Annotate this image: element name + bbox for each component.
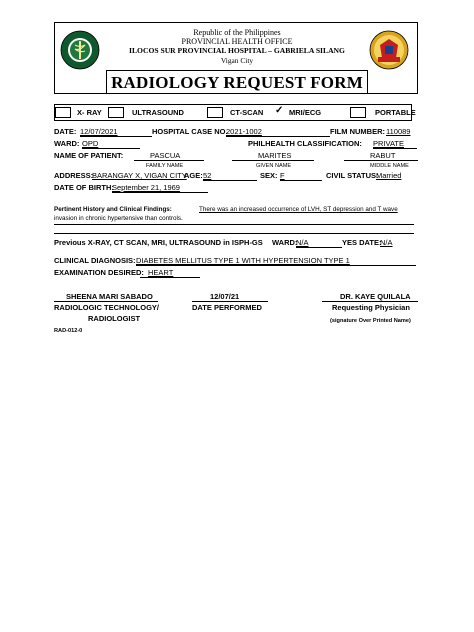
dob-underline (112, 192, 208, 193)
portable-checkbox[interactable] (350, 107, 366, 118)
date-performed-label: DATE PERFORMED (192, 303, 262, 312)
ctscan-label: CT-SCAN (230, 108, 264, 117)
ultrasound-label: ULTRASOUND (132, 108, 184, 117)
diagnosis-underline (136, 265, 416, 266)
check-mark-icon: ✓ (275, 105, 284, 116)
philhealth-label: PHILHEALTH CLASSIFICATION: (248, 139, 362, 148)
exam-desired-label: EXAMINATION DESIRED: (54, 268, 144, 277)
header-line-2: PROVINCIAL HEALTH OFFICE (181, 37, 293, 46)
portable-label: PORTABLE (375, 108, 416, 117)
ultrasound-checkbox[interactable] (108, 107, 124, 118)
sex-label: SEX: (260, 171, 278, 180)
family-name-underline (134, 160, 204, 161)
ward-value: OPD (82, 139, 99, 148)
address-value: BARANGAY X, VIGAN CITY (92, 171, 187, 180)
xray-checkbox[interactable] (55, 107, 71, 118)
previous-label: Previous X-RAY, CT SCAN, MRI, ULTRASOUND in ISPH-GS (54, 238, 263, 247)
physician-label: Requesting Physician (332, 303, 410, 312)
tech-name: SHEENA MARI SABADO (66, 292, 153, 301)
case-underline (226, 136, 330, 137)
middle-name-value: RABUT (370, 151, 396, 160)
date-value: 12/07/2021 (80, 127, 118, 136)
yes-date-label: YES DATE: (342, 238, 382, 247)
film-value: 110089 (386, 127, 411, 136)
physician-signature-line (322, 301, 418, 302)
yes-date-value: N/A (380, 238, 393, 247)
civil-label: CIVIL STATUS: (326, 171, 379, 180)
exam-desired-value: HEART (148, 268, 174, 277)
exam-type-bar (54, 104, 416, 121)
dob-value: September 21, 1969 (112, 183, 180, 192)
mri-label: MRI/ECG (289, 108, 322, 117)
given-name-underline (232, 160, 314, 161)
tech-title-line-2: RADIOLOGIST (88, 314, 141, 323)
age-label: AGE: (184, 171, 203, 180)
age-value: 52 (203, 171, 212, 180)
date-label: DATE: (54, 127, 77, 136)
age-underline (203, 180, 257, 181)
family-name-value: PASCUA (150, 151, 181, 160)
date-underline (80, 136, 152, 137)
case-value: 2021-1002 (226, 127, 262, 136)
ward-underline (82, 148, 140, 149)
physician-note: (signature Over Printed Name) (330, 318, 411, 324)
xray-label: X- RAY (77, 108, 102, 117)
civil-value: Married (376, 171, 402, 180)
tech-signature-line (54, 301, 158, 302)
philhealth-value: PRIVATE (373, 139, 404, 148)
history-underline-1 (54, 224, 414, 225)
history-underline-2 (54, 233, 414, 234)
history-line-2: invasion in chronic hypertensive than controls. (54, 215, 183, 222)
previous-ward-label: WARD: (272, 238, 298, 247)
sex-underline (280, 180, 322, 181)
hospital-seal-icon (60, 30, 100, 70)
diagnosis-value: DIABETES MELLITUS TYPE 1 WITH HYPERTENSION TYPE 1 (136, 256, 350, 265)
diagnosis-label: CLINICAL DIAGNOSIS: (54, 256, 136, 265)
address-label: ADDRESS: (54, 171, 94, 180)
philhealth-underline (373, 148, 417, 149)
patient-label: NAME OF PATIENT: (54, 151, 124, 160)
exam-desired-underline (140, 277, 200, 278)
date-performed-line (192, 301, 268, 302)
form-code: RAD-012-0 (54, 328, 83, 334)
province-seal-icon (368, 30, 410, 70)
header-line-1: Republic of the Philippines (193, 28, 281, 37)
header-line-4: Vigan City (220, 56, 254, 65)
ward-label: WARD: (54, 139, 80, 148)
history-label: Pertinent History and Clinical Findings: (54, 206, 172, 213)
middle-name-underline (344, 160, 418, 161)
tech-title-line-1: RADIOLOGIC TECHNOLOGY/ (54, 303, 159, 312)
ctscan-checkbox[interactable] (207, 107, 223, 118)
dob-label: DATE OF BIRTH: (54, 183, 114, 192)
case-label: HOSPITAL CASE NO. (152, 127, 228, 136)
form-title: RADIOLOGY REQUEST FORM (111, 73, 363, 92)
sex-value: F (280, 171, 285, 180)
given-name-value: MARITES (258, 151, 292, 160)
film-label: FILM NUMBER: (330, 127, 385, 136)
header-line-3: ILOCOS SUR PROVINCIAL HOSPITAL – GABRIELA SILANG (129, 46, 345, 55)
middle-name-caption: MIDDLE NAME (370, 163, 409, 169)
date-performed-value: 12/07/21 (210, 292, 240, 301)
history-line-1: There was an increased occurrence of LVH, ST depression and T wave (199, 206, 398, 213)
family-name-caption: FAMILY NAME (146, 163, 184, 169)
previous-ward-value: N/A (296, 238, 309, 247)
given-name-caption: GIVEN NAME (256, 163, 292, 169)
previous-ward-underline (296, 247, 342, 248)
physician-name: DR. KAYE QUILALA (340, 292, 411, 301)
